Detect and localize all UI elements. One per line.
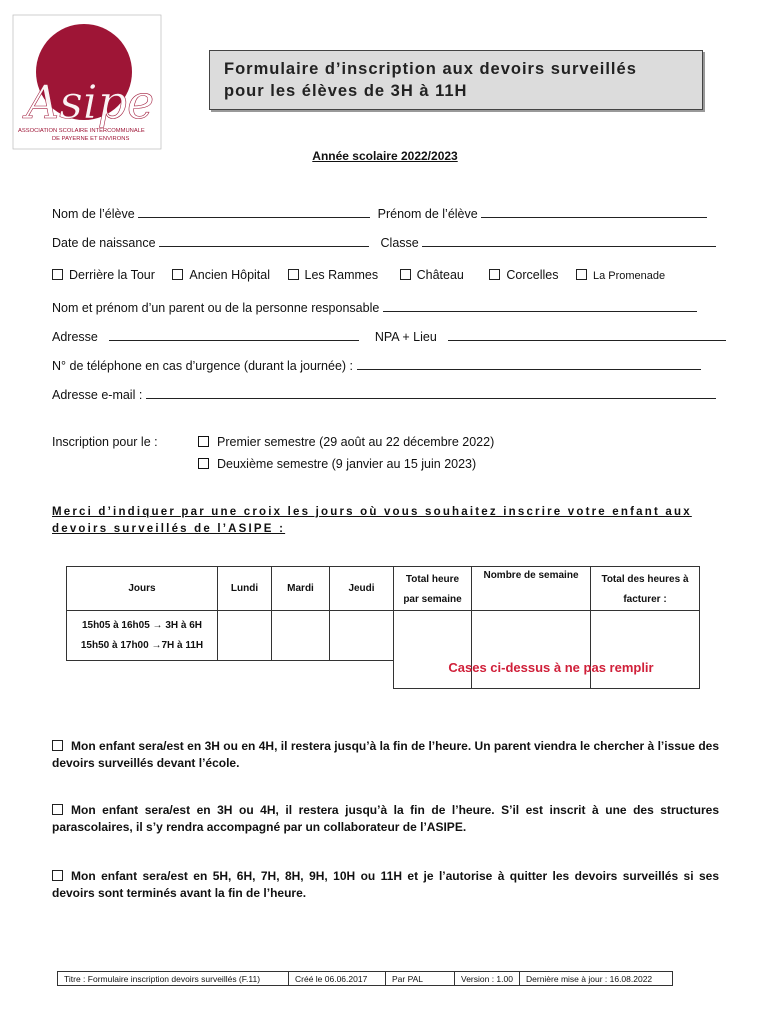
header-lundi: Lundi (218, 567, 272, 611)
naissance-label: Date de naissance (52, 236, 156, 250)
telephone-input[interactable] (357, 359, 701, 370)
header-nombre: Nombre de semaine (472, 567, 591, 611)
prenom-input[interactable] (481, 207, 707, 218)
semester-option-1[interactable]: Premier semestre (29 août au 22 décembre 2022) (198, 435, 494, 449)
option-paragraph-3[interactable]: Mon enfant sera/est en 5H, 6H, 7H, 8H, 9H, 10H ou 11H et je l’autorise à quitter les devoirs surveillés si ses devoirs sont terminés avant la fin de l’heure. (52, 869, 719, 900)
cell-jeudi[interactable] (330, 611, 394, 661)
instructions-heading: Merci d’indiquer par une croix les jours où vous souhaitez inscrire votre enfant aux devoirs surveillés de l’ASIPE : (52, 506, 692, 535)
header-total: Total heure par semaine (394, 567, 472, 611)
adresse-input[interactable] (109, 330, 359, 341)
email-label: Adresse e-mail : (52, 388, 143, 402)
checkbox-icon[interactable] (489, 269, 500, 280)
option-paragraph-1[interactable]: Mon enfant sera/est en 3H ou en 4H, il restera jusqu’à la fin de l’heure. Un parent viendra le chercher à l’issue des devoirs surveillés devant l’école. (52, 739, 719, 770)
footer-created: Créé le 06.06.2017 (289, 972, 386, 986)
cell-nombre (472, 611, 591, 689)
header-facturer: Total des heures à facturer : (591, 567, 700, 611)
school-option[interactable]: Ancien Hôpital (172, 268, 270, 282)
address-row (52, 330, 726, 344)
header-mardi: Mardi (272, 567, 330, 611)
checkbox-icon[interactable] (198, 436, 209, 447)
time-slots (67, 611, 218, 661)
footer-author: Par PAL (386, 972, 455, 986)
naissance-input[interactable] (159, 236, 369, 247)
parent-row (52, 301, 697, 315)
checkbox-icon[interactable] (172, 269, 183, 280)
classe-input[interactable] (422, 236, 716, 247)
telephone-label: N° de téléphone en cas d’urgence (durant la journée) : (52, 359, 354, 373)
adresse-label: Adresse (52, 330, 98, 344)
title-line1: Formulaire d’inscription aux devoirs surveillés (224, 60, 637, 78)
school-option[interactable]: Corcelles (489, 268, 558, 282)
option-paragraph-2[interactable]: Mon enfant sera/est en 3H ou 4H, il restera jusqu’à la fin de l’heure. S’il est inscrit à une des structures parascolaires, il s’y rendra accompagné par un collaborateur de l’ASIPE. (52, 803, 719, 834)
semester-option-2[interactable]: Deuxième semestre (9 janvier au 15 juin 2023) (198, 457, 476, 471)
slot-row-1: 15h05 à 16h05 → 3H à 6H (81, 619, 203, 631)
svg-text:Asipe: Asipe (26, 75, 155, 129)
inscription-label: Inscription pour le : (52, 435, 158, 449)
parent-label: Nom et prénom d’un parent ou de la personne responsable (52, 301, 380, 315)
form-title (209, 50, 703, 110)
do-not-fill-note: Cases ci-dessus à ne pas remplir (448, 660, 654, 675)
birth-class-row (52, 236, 716, 250)
email-row (52, 388, 716, 402)
prenom-label: Prénom de l’élève (377, 207, 478, 221)
checkbox-icon[interactable] (52, 740, 63, 751)
footer-updated: Dernière mise à jour : 16.08.2022 (520, 972, 673, 986)
school-option[interactable]: Les Rammes (288, 268, 379, 282)
email-input[interactable] (146, 388, 716, 399)
header-jeudi: Jeudi (330, 567, 394, 611)
school-options (52, 268, 665, 282)
document-footer (57, 971, 673, 986)
svg-text:ASSOCIATION SCOLAIRE INTERCOMM: ASSOCIATION SCOLAIRE INTERCOMMUNALE (18, 128, 145, 134)
classe-label: Classe (380, 236, 419, 250)
cell-total (394, 611, 472, 689)
phone-row (52, 359, 701, 373)
title-line2: pour les élèves de 3H à 11H (224, 82, 468, 100)
checkbox-icon[interactable] (52, 269, 63, 280)
school-option[interactable]: La Promenade (576, 268, 665, 282)
cell-mardi[interactable] (272, 611, 330, 661)
svg-text:DE PAYERNE ET ENVIRONS: DE PAYERNE ET ENVIRONS (52, 136, 130, 142)
checkbox-icon[interactable] (198, 458, 209, 469)
footer-version: Version : 1.00 (455, 972, 520, 986)
npa-label: NPA + Lieu (374, 330, 437, 344)
school-year: Année scolaire 2022/2023 (312, 149, 458, 163)
cell-facturer (591, 611, 700, 689)
asipe-logo (12, 14, 162, 150)
checkbox-icon[interactable] (52, 804, 63, 815)
parent-input[interactable] (383, 301, 697, 312)
header-jours: Jours (67, 567, 218, 611)
footer-title: Titre : Formulaire inscription devoirs surveillés (F.11) (58, 972, 289, 986)
checkbox-icon[interactable] (288, 269, 299, 280)
checkbox-icon[interactable] (52, 870, 63, 881)
slot-row-2: 15h50 à 17h00 →7H à 11H (80, 639, 204, 651)
nom-input[interactable] (138, 207, 370, 218)
checkbox-icon[interactable] (400, 269, 411, 280)
npa-input[interactable] (448, 330, 726, 341)
nom-label: Nom de l’élève (52, 207, 135, 221)
cell-lundi[interactable] (218, 611, 272, 661)
school-option[interactable]: Château (400, 268, 464, 282)
school-option[interactable]: Derrière la Tour (52, 268, 155, 282)
checkbox-icon[interactable] (576, 269, 587, 280)
student-name-row (52, 207, 707, 221)
